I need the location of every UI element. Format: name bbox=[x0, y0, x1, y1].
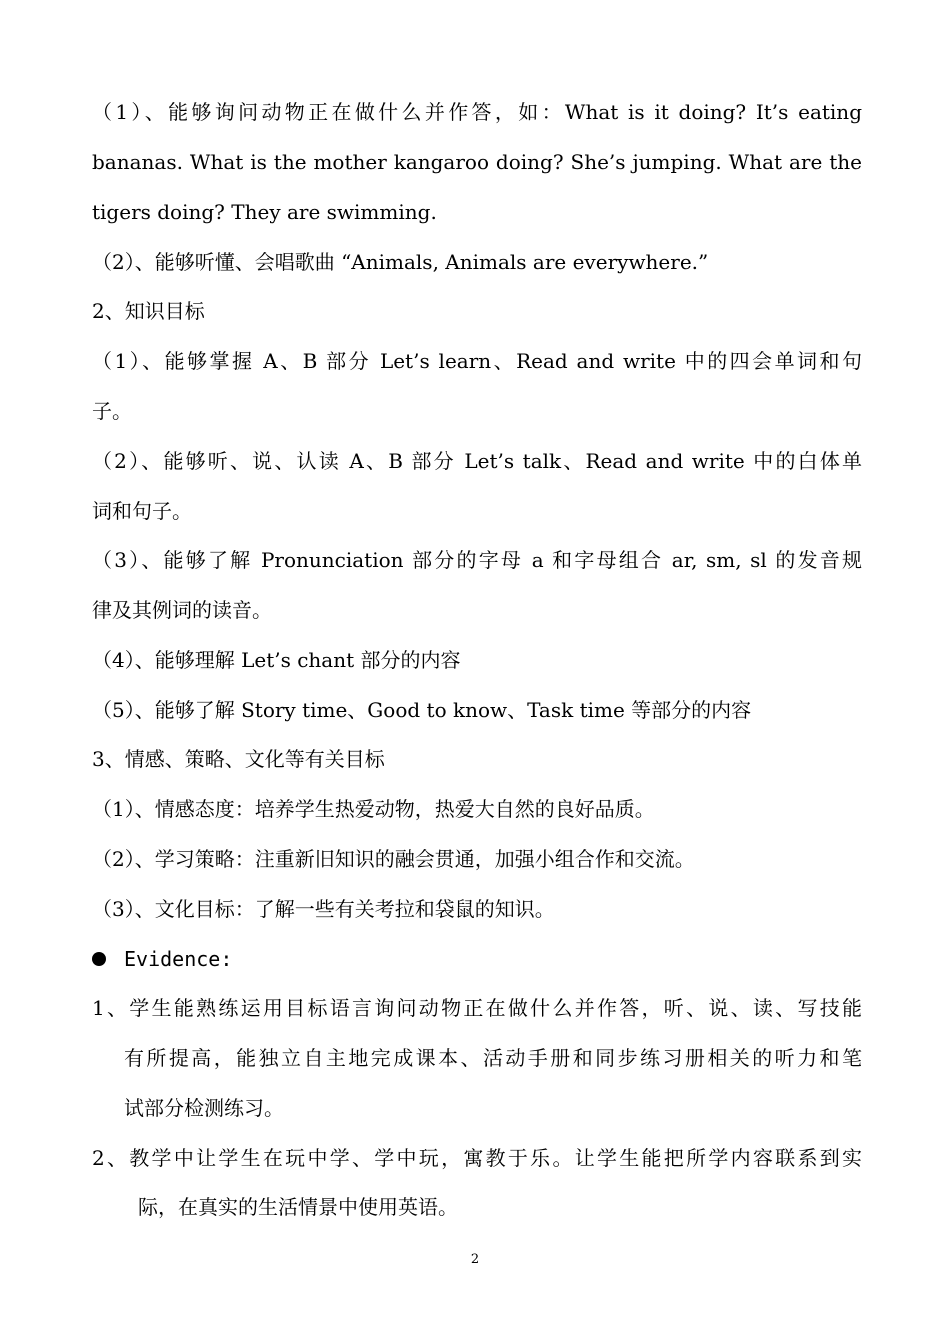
evidence-item-1-line-2: 有所提高，能独立自主地完成课本、活动手册和同步练习册相关的听力和笔 bbox=[124, 1046, 862, 1070]
page-number: 2 bbox=[470, 1252, 480, 1267]
section-heading-affective-goals: 3、情感、策略、文化等有关目标 bbox=[92, 747, 385, 771]
ability-item-2: （2）、能够听懂、会唱歌曲 “Animals, Animals are everywhere.” bbox=[92, 250, 709, 274]
ability-item-1-line-2: bananas. What is the mother kangaroo doing? She’s jumping. What are the bbox=[92, 150, 862, 174]
evidence-item-2-line-2: 际，在真实的生活情景中使用英语。 bbox=[138, 1195, 458, 1219]
knowledge-item-1-line-2: 子。 bbox=[92, 399, 132, 423]
affective-item-1: （1）、情感态度：培养学生热爱动物，热爱大自然的良好品质。 bbox=[92, 797, 655, 821]
affective-item-3: （3）、文化目标：了解一些有关考拉和袋鼠的知识。 bbox=[92, 897, 555, 921]
knowledge-item-2-line-1: （2）、能够听、说、认读 A、B 部分 Let’s talk、Read and write 中的白体单 bbox=[92, 449, 862, 473]
ability-item-1-line-1: （1）、能够询问动物正在做什么并作答，如：What is it doing? It’s eating bbox=[92, 100, 862, 124]
evidence-heading: Evidence: bbox=[124, 947, 233, 971]
evidence-item-1-line-1: 1、学生能熟练运用目标语言询问动物正在做什么并作答，听、说、读、写技能 bbox=[92, 996, 862, 1020]
ability-item-1-line-3: tigers doing? They are swimming. bbox=[92, 200, 437, 224]
knowledge-item-5: （5）、能够了解 Story time、Good to know、Task time 等部分的内容 bbox=[92, 698, 752, 722]
evidence-item-1-line-3: 试部分检测练习。 bbox=[124, 1096, 284, 1120]
knowledge-item-2-line-2: 词和句子。 bbox=[92, 499, 192, 523]
knowledge-item-3-line-2: 律及其例词的读音。 bbox=[92, 598, 272, 622]
affective-item-2: （2）、学习策略：注重新旧知识的融会贯通，加强小组合作和交流。 bbox=[92, 847, 695, 871]
knowledge-item-4: （4）、能够理解 Let’s chant 部分的内容 bbox=[92, 648, 461, 672]
knowledge-item-1-line-1: （1）、能够掌握 A、B 部分 Let’s learn、Read and write 中的四会单词和句 bbox=[92, 349, 862, 373]
evidence-item-2-line-1: 2、教学中让学生在玩中学、学中玩，寓教于乐。让学生能把所学内容联系到实 bbox=[92, 1146, 862, 1170]
section-heading-knowledge-goals: 2、知识目标 bbox=[92, 299, 205, 323]
knowledge-item-3-line-1: （3）、能够了解 Pronunciation 部分的字母 a 和字母组合 ar, sm, sl 的发音规 bbox=[92, 548, 862, 572]
bullet-icon bbox=[92, 952, 106, 966]
